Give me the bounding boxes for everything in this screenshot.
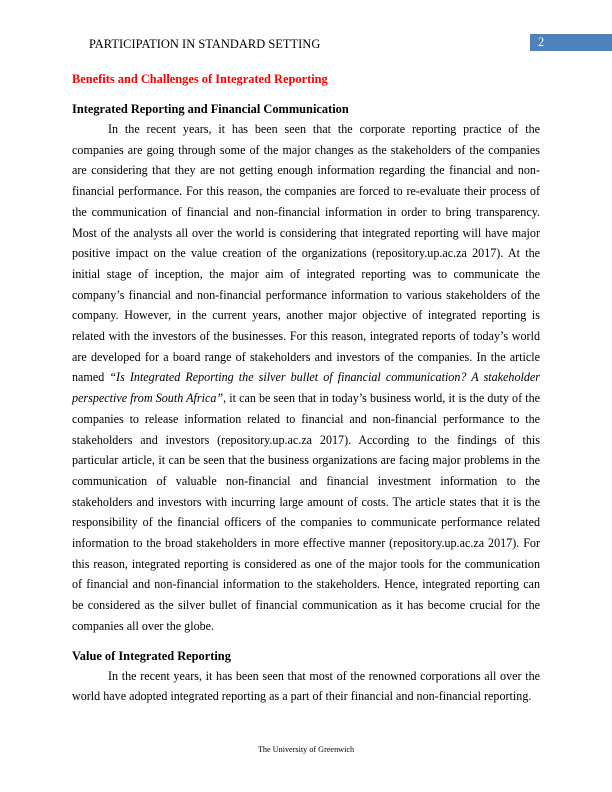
document-body [72, 70, 540, 707]
subheading-integrated-reporting-financial-communication: Integrated Reporting and Financial Communication [72, 102, 349, 116]
paragraph-value-of-integrated-reporting: In the recent years, it has been seen that most of the renowned corporations all over the world have adopted integrated reporting as a part of their financial and non-financial reporting. [72, 668, 540, 704]
running-header-title: PARTICIPATION IN STANDARD SETTING [89, 37, 321, 51]
paragraph-financial-communication [72, 119, 540, 637]
article-title: “Is Integrated Reporting the silver bullet of financial communication? A stakeholder perspective from South Africa” [72, 370, 540, 406]
page-number-box [530, 34, 612, 51]
page-number: 2 [538, 35, 545, 49]
paragraph-text-part1: In the recent years, it has been seen that the corporate reporting practice of the companies are going through some of the major changes as the stakeholders of the companies are considering that they are not getting enough information regarding the financial and non-financial performance. For this reason, the companies are forced to re-evaluate their process of the communication of financial and non-financial information in order to bring transparency. Most of the analysts all over the world is considering that integrated reporting will have major positive impact on the value creation of the organizations (repository.up.ac.za 2017). At the initial stage of inception, the major aim of integrated reporting was to communicate the company’s financial and non-financial performance information to various stakeholders of the company. However, in the current years, another major objective of integrated reporting is related with the investors of the businesses. For this reason, integrated reports of today’s world are developed for a board range of stakeholders and investors of the companies. In the article named [72, 122, 540, 385]
page-footer: The University of Greenwich [257, 745, 355, 754]
subheading-value-of-integrated-reporting: Value of Integrated Reporting [72, 648, 231, 663]
paragraph-text-part2: , it can be seen that in today’s business world, it is the duty of the companies to release information related to financial and non-financial performance to the stakeholders and investors (repository.up.ac.za 2017). According to the findings of this particular article, it can be seen that the business organizations are facing major problems in the communication of valuable non-financial and financial investment information to the stakeholders and investors with incurring large amount of costs. The article states that it is the responsibility of the financial officers of the companies to communicate performance related information to the broad stakeholders in more effective manner (repository.up.ac.za 2017). For this reason, integrated reporting is considered as one of the major tools for the communication of financial and non-financial information to the stakeholders. Hence, integrated reporting can be considered as the silver bullet of financial communication as it has become crucial for the companies all over the globe. [72, 391, 540, 633]
section-heading: Benefits and Challenges of Integrated Reporting [72, 72, 328, 86]
